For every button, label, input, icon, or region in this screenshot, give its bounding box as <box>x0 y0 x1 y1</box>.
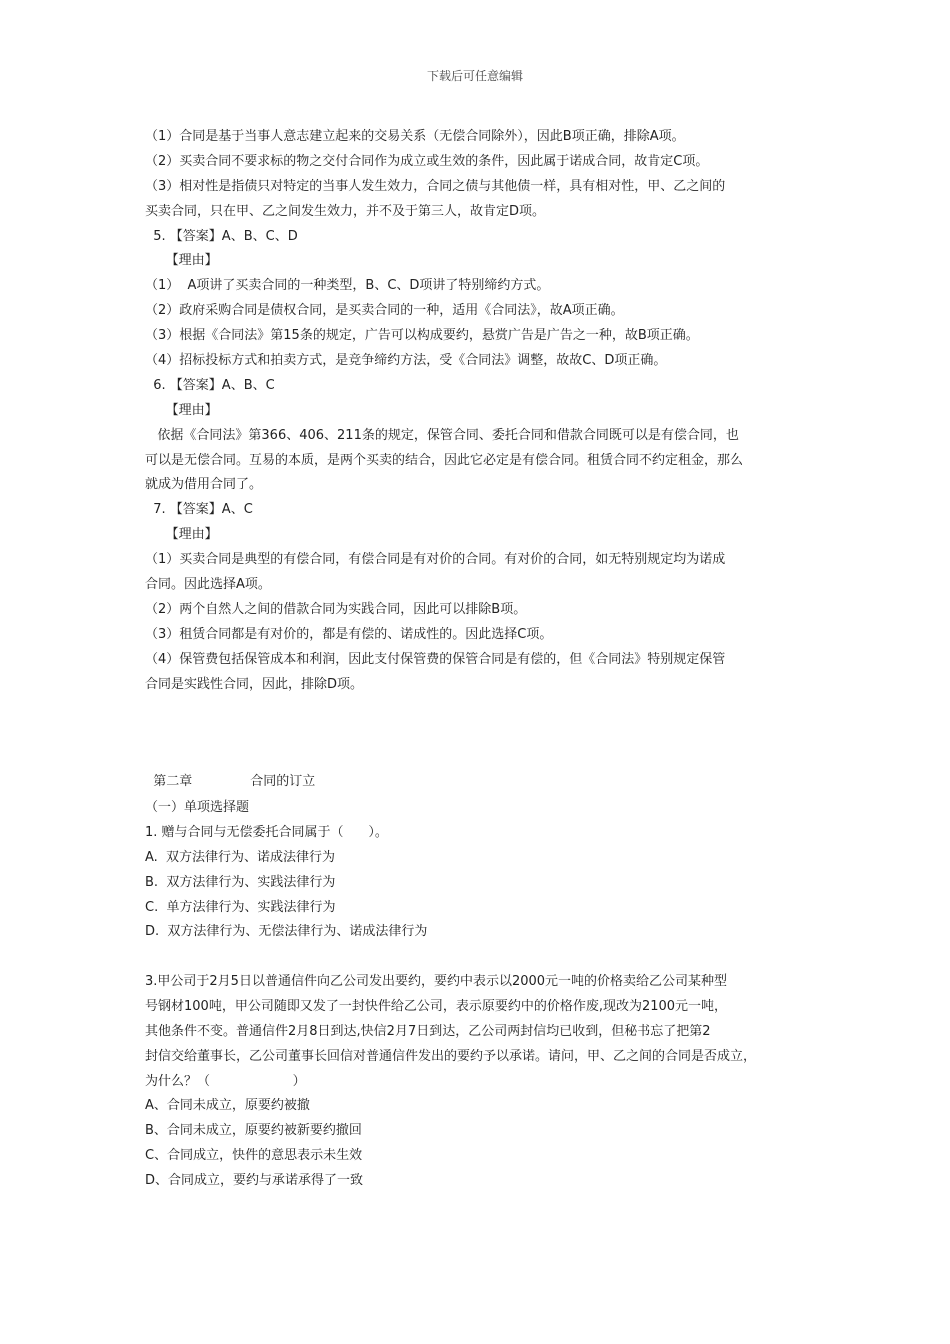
question-text: 其他条件不变。普通信件2月8日到达,快信2月7日到达，乙公司两封信均已收到，但秘书忘了把第2 <box>145 1023 711 1039</box>
answer-heading: 5. 【答案】A、B、C、D <box>145 228 298 244</box>
question-text: 号钢材100吨，甲公司随即又发了一封快件给乙公司，表示原要约中的价格作废,现改为2100元一吨， <box>145 998 728 1014</box>
option-d: D. 双方法律行为、无偿法律行为、诺成法律行为 <box>145 924 428 940</box>
question-text: 3.甲公司于2月5日以普通信件向乙公司发出要约，要约中表示以2000元一吨的价格卖给乙公司某种型 <box>145 974 728 989</box>
text-line: 就成为借用合同了。 <box>145 477 263 493</box>
text-line: （1） A项讲了买卖合同的一种类型，B、C、D项讲了特别缔约方式。 <box>145 278 550 294</box>
text-line: （2）两个自然人之间的借款合同为实践合同，因此可以排除B项。 <box>145 601 527 617</box>
text-line: （4）保管费包括保管成本和利润，因此支付保管费的保管合同是有偿的，但《合同法》特别规定保管 <box>145 651 726 667</box>
chapter-title: 合同的订立 <box>250 774 316 789</box>
text-line: （3）相对性是指债只对特定的当事人发生效力，合同之债与其他债一样，具有相对性，甲、乙之间的 <box>145 178 726 194</box>
option-a: A. 双方法律行为、诺成法律行为 <box>145 849 336 865</box>
answers-section <box>145 125 825 697</box>
text-line: 合同。因此选择A项。 <box>145 577 271 593</box>
answer-heading: 6. 【答案】A、B、C <box>145 377 275 393</box>
text-line: 买卖合同，只在甲、乙之间发生效力，并不及于第三人，故肯定D项。 <box>145 203 546 219</box>
reason-heading: 【理由】 <box>145 527 218 543</box>
option-a: A、合同未成立，原要约被撤 <box>145 1098 310 1114</box>
text-line: 合同是实践性合同，因此，排除D项。 <box>145 676 364 692</box>
reason-heading: 【理由】 <box>145 253 218 269</box>
text-line: （1）合同是基于当事人意志建立起来的交易关系（无偿合同除外），因此B项正确，排除A项。 <box>145 129 685 144</box>
text-line: （2）买卖合同不要求标的物之交付合同作为成立或生效的条件，因此属于诺成合同，故肯定C项。 <box>145 153 709 169</box>
option-b: B、合同未成立，原要约被新要约撤回 <box>145 1123 362 1139</box>
text-line: （4）招标投标方式和拍卖方式，是竞争缔约方法，受《合同法》调整，故故C、D项正确。 <box>145 353 667 369</box>
text-line: 可以是无偿合同。互易的本质，是两个买卖的结合，因此它必定是有偿合同。租赁合同不约定租金，那么 <box>145 452 744 468</box>
option-d: D、合同成立，要约与承诺承得了一致 <box>145 1173 364 1189</box>
reason-heading: 【理由】 <box>145 402 218 418</box>
question-1-section <box>145 796 825 945</box>
text-line: （3）根据《合同法》第15条的规定，广告可以构成要约，悬赏广告是广告之一种，故B项正确。 <box>145 328 699 344</box>
question-text: 封信交给董事长，乙公司董事长回信对普通信件发出的要约予以承诺。请问，甲、乙之间的合同是否成立， <box>145 1048 757 1064</box>
option-c: C. 单方法律行为、实践法律行为 <box>145 899 336 915</box>
section-heading: （一）单项选择题 <box>145 800 250 815</box>
text-line: 依据《合同法》第366、406、211条的规定，保管合同、委托合同和借款合同既可以是有偿合同，也 <box>145 427 739 443</box>
question-text: 1. 赠与合同与无偿委托合同属于（ ）。 <box>145 824 388 840</box>
text-line: （1）买卖合同是典型的有偿合同，有偿合同是有对价的合同。有对价的合同，如无特别规定均为诺成 <box>145 552 726 568</box>
option-c: C、合同成立，快件的意思表示未生效 <box>145 1148 363 1164</box>
option-b: B. 双方法律行为、实践法律行为 <box>145 874 336 890</box>
chapter-heading <box>145 746 315 794</box>
chapter-number: 第二章 <box>153 774 193 789</box>
question-text: 为什么？（ ） <box>145 1073 306 1089</box>
question-3-section <box>145 970 825 1194</box>
text-line: （3）租赁合同都是有对价的，都是有偿的、诺成性的。因此选择C项。 <box>145 626 553 642</box>
page-header: 下载后可任意编辑 <box>426 69 523 83</box>
text-line: （2）政府采购合同是债权合同，是买卖合同的一种，适用《合同法》，故A项正确。 <box>145 303 624 319</box>
answer-heading: 7. 【答案】A、C <box>145 502 253 518</box>
